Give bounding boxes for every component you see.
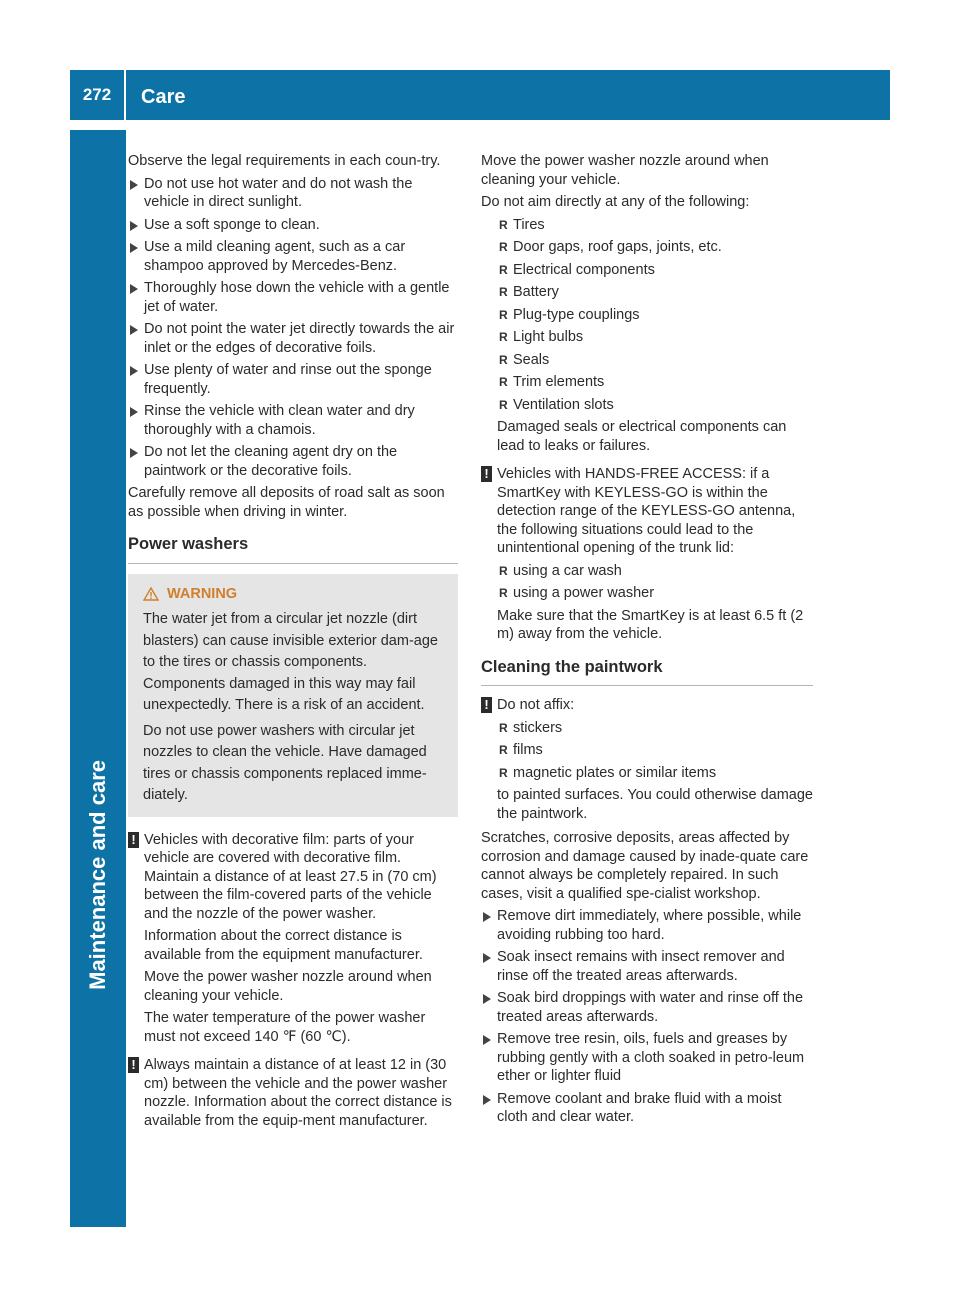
instruction-step: Remove tree resin, oils, fuels and greases by rubbing gently with a cloth soaked in petro-leum ether or lighter fluid	[481, 1030, 813, 1086]
instruction-step: Remove coolant and brake fluid with a moist cloth and clear water.	[481, 1090, 813, 1127]
right-column	[481, 152, 813, 1131]
warning-triangle-icon	[143, 587, 159, 601]
notice-hands-free	[481, 465, 813, 644]
list-item: R Battery	[497, 283, 813, 302]
body-text: Do not aim directly at any of the following:	[481, 194, 750, 210]
list-item: R Door gaps, roof gaps, joints, etc.	[497, 238, 813, 257]
left-column	[128, 152, 458, 1136]
intro-text: Observe the legal requirements in each coun-try.	[128, 153, 441, 169]
list-item: R using a car wash	[497, 562, 813, 581]
notice-icon: !	[128, 1057, 139, 1073]
notice-icon: !	[128, 832, 139, 848]
instruction-step: Do not let the cleaning agent dry on the paintwork or the decorative foils.	[128, 443, 458, 480]
chapter-label-wrap	[82, 760, 114, 990]
instruction-step: Rinse the vehicle with clean water and dry thoroughly with a chamois.	[128, 402, 458, 439]
list-item: R stickers	[497, 719, 813, 738]
warning-label: WARNING	[167, 585, 238, 602]
warning-box	[128, 574, 458, 817]
instruction-step: Use a mild cleaning agent, such as a car shampoo approved by Mercedes-Benz.	[128, 238, 458, 275]
list-item: R films	[497, 741, 813, 760]
warning-text: The water jet from a circular jet nozzle (dirt blasters) can cause invisible exterior dam-age to the tires or chassis components. Components damaged in this way may fail unexpectedly. There is a risk of an accident.	[143, 611, 438, 713]
body-text: Scratches, corrosive deposits, areas affected by corrosion and damage caused by inade-quate care cannot always be completely repaired. In such cases, visit a qualified spe-cialist workshop.	[481, 830, 809, 902]
notice-text: Always maintain a distance of at least 12 in (30 cm) between the vehicle and the power washer nozzle. Information about the correct distance is available from the equip-ment manufacturer.	[144, 1057, 452, 1129]
list-item: R Electrical components	[497, 261, 813, 280]
list-item: R Seals	[497, 351, 813, 370]
warning-text: Do not use power washers with circular jet nozzles to clean the vehicle. Have damaged tires or chassis components replaced imme-diately.	[143, 722, 427, 803]
instruction-step: Use plenty of water and rinse out the sponge frequently.	[128, 361, 458, 398]
page-number: 272	[70, 70, 126, 120]
notice-icon: !	[481, 697, 492, 713]
chapter-label: Maintenance and care	[85, 760, 110, 990]
instruction-step: Soak bird droppings with water and rinse off the treated areas afterwards.	[481, 989, 813, 1026]
notice-text: Information about the correct distance is available from the equipment manufacturer.	[144, 928, 423, 963]
list-item: R Light bulbs	[497, 328, 813, 347]
body-text: Damaged seals or electrical components can lead to leaks or failures.	[497, 419, 787, 454]
list-item: R Trim elements	[497, 373, 813, 392]
page-header	[70, 70, 890, 120]
notice-text: Do not affix:	[497, 697, 575, 713]
notice-decorative-film	[128, 831, 458, 1047]
instruction-step: Remove dirt immediately, where possible, while avoiding rubbing too hard.	[481, 907, 813, 944]
notice-icon: !	[481, 466, 492, 482]
instruction-step: Use a soft sponge to clean.	[128, 216, 458, 235]
notice-text: Vehicles with HANDS-FREE ACCESS: if a SmartKey with KEYLESS-GO is within the detection range of the KEYLESS-GO antenna, the following situations could lead to the unintentional opening of the trunk lid:	[497, 466, 796, 556]
chapter-side-tab	[70, 130, 126, 1227]
notice-text: to painted surfaces. You could otherwise damage the paintwork.	[497, 787, 813, 822]
instruction-step: Do not point the water jet directly towards the air inlet or the edges of decorative foils.	[128, 320, 458, 357]
section-title: Care	[141, 86, 186, 108]
body-text: Move the power washer nozzle around when cleaning your vehicle.	[481, 153, 769, 188]
warning-title	[143, 584, 446, 606]
notice-distance	[128, 1056, 458, 1130]
instruction-step: Thoroughly hose down the vehicle with a gentle jet of water.	[128, 279, 458, 316]
notice-text: Vehicles with decorative film: parts of your vehicle are covered with decorative film. Maintain a distance of at least 27.5 in (70 cm) between the film-covered parts of the vehicle and the nozzle of the power washer.	[144, 831, 437, 922]
notice-affix	[481, 696, 813, 823]
notice-text: Move the power washer nozzle around when cleaning your vehicle.	[144, 969, 432, 1004]
salt-note: Carefully remove all deposits of road salt as soon as possible when driving in winter.	[128, 485, 445, 520]
notice-text: The water temperature of the power washer must not exceed 140 ℉ (60 ℃).	[144, 1010, 426, 1045]
notice-text: Make sure that the SmartKey is at least 6.5 ft (2 m) away from the vehicle.	[497, 607, 804, 642]
list-item: R Ventilation slots	[497, 396, 813, 415]
instruction-step: Do not use hot water and do not wash the vehicle in direct sunlight.	[128, 175, 458, 212]
cleaning-paintwork-heading: Cleaning the paintwork	[481, 658, 813, 687]
list-item: R Tires	[497, 216, 813, 235]
list-item: R using a power washer	[497, 584, 813, 603]
power-washers-heading: Power washers	[128, 535, 458, 564]
list-item: R magnetic plates or similar items	[497, 764, 813, 783]
list-item: R Plug-type couplings	[497, 306, 813, 325]
instruction-step: Soak insect remains with insect remover and rinse off the treated areas afterwards.	[481, 948, 813, 985]
